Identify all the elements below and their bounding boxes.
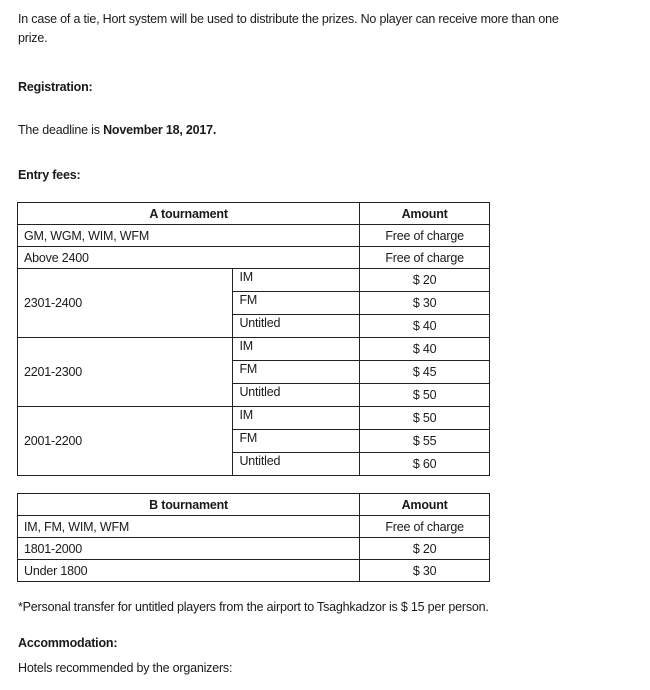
- table-row: [18, 560, 490, 582]
- rating-range-cell: 2201-2300: [18, 338, 233, 407]
- amount-cell: $ 45: [360, 361, 490, 384]
- amount-cell: $ 50: [360, 407, 490, 430]
- table-header-row: [18, 494, 490, 516]
- table-row: [18, 407, 490, 430]
- category-cell: 1801-2000: [18, 538, 360, 560]
- amount-cell: Free of charge: [360, 225, 490, 247]
- amount-cell: $ 40: [360, 338, 490, 361]
- rating-range-cell: 2301-2400: [18, 269, 233, 338]
- table-row: [18, 516, 490, 538]
- amount-cell: Free of charge: [360, 247, 490, 269]
- entry-fees-heading: Entry fees:: [18, 168, 81, 182]
- deadline-prefix: The deadline is: [18, 123, 104, 137]
- amount-cell: $ 50: [360, 384, 490, 407]
- a-tournament-header: A tournament: [18, 203, 360, 225]
- table-row: [18, 269, 490, 292]
- title-cell: IM: [233, 407, 360, 430]
- title-cell: FM: [233, 430, 360, 453]
- title-cell: IM: [233, 269, 360, 292]
- amount-cell: $ 55: [360, 430, 490, 453]
- registration-heading: Registration:: [18, 80, 93, 94]
- table-row: [18, 225, 490, 247]
- category-cell: Above 2400: [18, 247, 360, 269]
- amount-cell: Free of charge: [360, 516, 490, 538]
- tie-rule-text-line1: In case of a tie, Hort system will be used to distribute the prizes. No player can receive more than one: [18, 12, 559, 26]
- category-cell: IM, FM, WIM, WFM: [18, 516, 360, 538]
- title-cell: IM: [233, 338, 360, 361]
- b-tournament-fee-table: [17, 493, 490, 582]
- title-cell: Untitled: [233, 384, 360, 407]
- transfer-note: *Personal transfer for untitled players from the airport to Tsaghkadzor is $ 15 per person.: [18, 600, 489, 614]
- rating-range-cell: 2001-2200: [18, 407, 233, 476]
- tie-rule-text-line2: prize.: [18, 31, 48, 45]
- deadline-text: [18, 123, 216, 137]
- title-cell: Untitled: [233, 315, 360, 338]
- title-cell: FM: [233, 361, 360, 384]
- amount-cell: $ 30: [360, 292, 490, 315]
- title-cell: FM: [233, 292, 360, 315]
- deadline-date: November 18, 2017.: [103, 123, 217, 137]
- table-row: [18, 338, 490, 361]
- b-tournament-header: B tournament: [18, 494, 360, 516]
- amount-header: Amount: [360, 203, 490, 225]
- accommodation-heading: Accommodation:: [18, 636, 118, 650]
- table-row: [18, 538, 490, 560]
- amount-header: Amount: [360, 494, 490, 516]
- amount-cell: $ 20: [360, 269, 490, 292]
- table-row: [18, 247, 490, 269]
- title-cell: Untitled: [233, 453, 360, 476]
- amount-cell: $ 20: [360, 538, 490, 560]
- category-cell: Under 1800: [18, 560, 360, 582]
- amount-cell: $ 60: [360, 453, 490, 476]
- amount-cell: $ 40: [360, 315, 490, 338]
- hotels-line: Hotels recommended by the organizers:: [18, 661, 233, 675]
- amount-cell: $ 30: [360, 560, 490, 582]
- a-tournament-fee-table: [17, 202, 490, 476]
- category-cell: GM, WGM, WIM, WFM: [18, 225, 360, 247]
- table-header-row: [18, 203, 490, 225]
